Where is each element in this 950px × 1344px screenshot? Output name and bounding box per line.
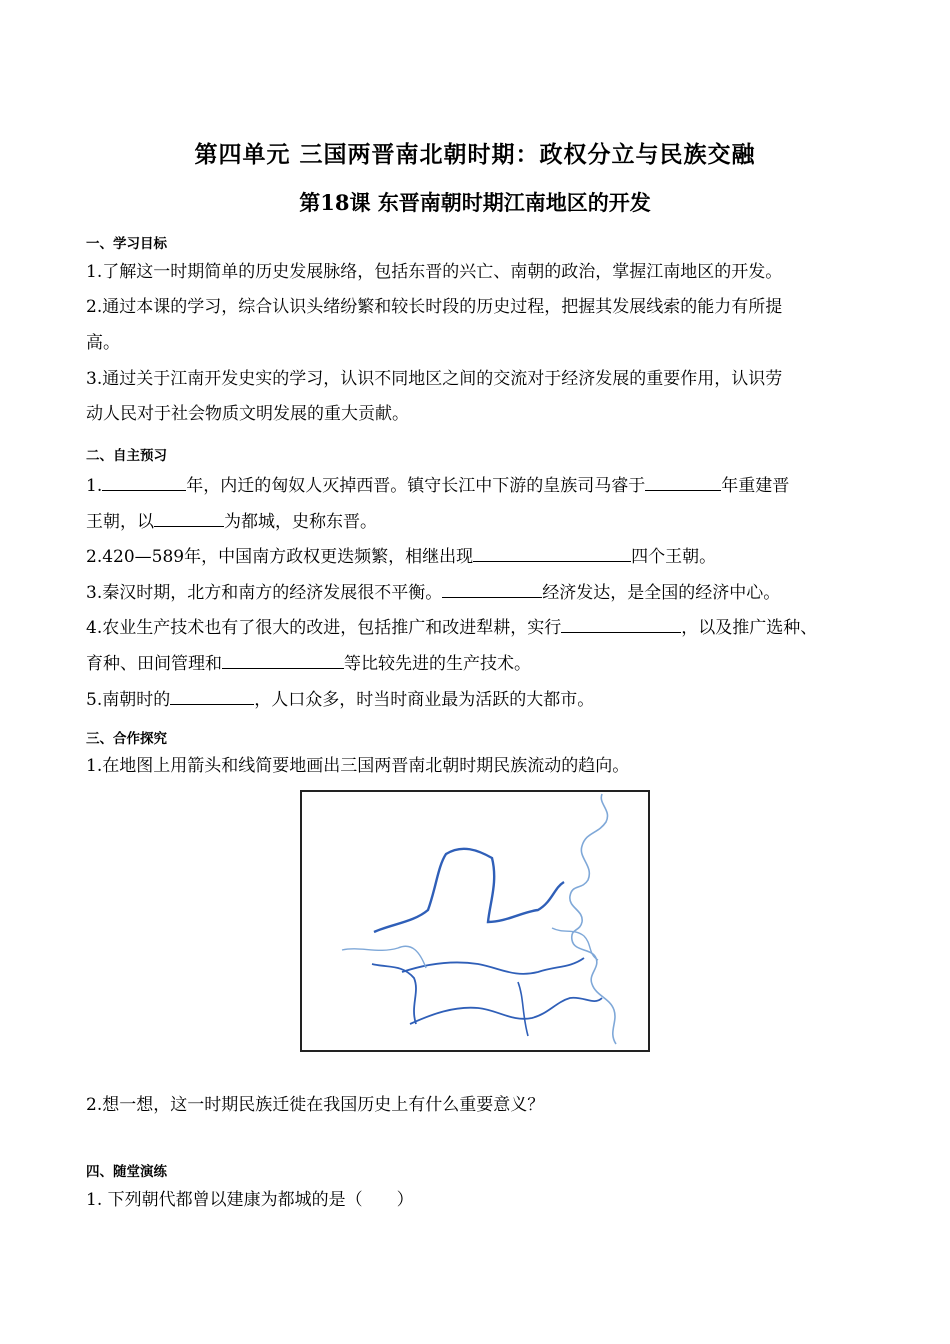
explore-q1: 1.在地图上用箭头和线简要地画出三国两晋南北朝时期民族流动的趋向。 bbox=[86, 756, 630, 776]
q1-blank-year2[interactable] bbox=[645, 472, 721, 491]
explore-q2: 2.想一想，这一时期民族迁徙在我国历史上有什么重要意义？ bbox=[86, 1095, 545, 1115]
q1-text-2: 年重建晋 bbox=[721, 476, 790, 496]
coastline-northeast bbox=[570, 794, 616, 1044]
preview-q1-line2 bbox=[86, 508, 377, 534]
q2-text-1: 2.420—589年，中国南方政权更迭频繁，相继出现 bbox=[86, 547, 474, 567]
q1-text-3: 王朝，以 bbox=[86, 512, 154, 532]
preview-q4-line2 bbox=[86, 650, 531, 676]
goal-line-3: 高。 bbox=[86, 333, 120, 353]
goal-line-5: 动人民对于社会物质文明发展的重大贡献。 bbox=[86, 404, 409, 424]
east-coast-line bbox=[552, 928, 598, 960]
q2-text-2: 四个王朝。 bbox=[631, 547, 717, 567]
goal-line-2: 2.通过本课的学习，综合认识头绪纷繁和较长时段的历史过程，把握其发展线索的能力有所提 bbox=[86, 297, 783, 317]
middle-river bbox=[402, 958, 584, 974]
china-outline-map[interactable] bbox=[300, 790, 650, 1052]
q5-blank-city[interactable] bbox=[170, 686, 254, 705]
section-heading-preview: 二、自主预习 bbox=[86, 448, 167, 464]
section-heading-practice: 四、随堂演练 bbox=[86, 1164, 167, 1180]
goal-line-1: 1.了解这一时期简单的历史发展脉络，包括东晋的兴亡、南朝的政治，掌握江南地区的开发。 bbox=[86, 262, 783, 282]
q5-text-2: ，人口众多，时当时商业最为活跃的大都市。 bbox=[254, 690, 595, 710]
q4-text-4: 等比较先进的生产技术。 bbox=[344, 654, 531, 674]
unit-title: 第四单元 三国两晋南北朝时期：政权分立与民族交融 bbox=[194, 142, 756, 168]
q2-blank-dynasties[interactable] bbox=[473, 543, 631, 562]
q3-blank-region[interactable] bbox=[442, 579, 542, 598]
west-tributary-2 bbox=[372, 964, 416, 1024]
goal-line-4: 3.通过关于江南开发史实的学习，认识不同地区之间的交流对于经济发展的重要作用，认识劳 bbox=[86, 369, 783, 389]
q4-blank-1[interactable] bbox=[561, 614, 681, 633]
q3-text-2: 经济发达，是全国的经济中心。 bbox=[542, 583, 781, 603]
q1-blank-year[interactable] bbox=[102, 472, 186, 491]
preview-q3 bbox=[86, 579, 780, 605]
map-drawing bbox=[302, 792, 648, 1050]
q1-number: 1. bbox=[86, 476, 103, 496]
preview-q4-line1 bbox=[86, 614, 817, 640]
q3-text-1: 3.秦汉时期，北方和南方的经济发展很不平衡。 bbox=[86, 583, 443, 603]
section-heading-goals: 一、学习目标 bbox=[86, 236, 167, 252]
practice-q1: 1. 下列朝代都曾以建康为都城的是（ ） bbox=[86, 1190, 414, 1210]
section-heading-explore: 三、合作探究 bbox=[86, 731, 167, 747]
yellow-river bbox=[374, 849, 564, 932]
lesson-title: 第18课 东晋南朝时期江南地区的开发 bbox=[299, 190, 651, 215]
q1-text-4: 为都城，史称东晋。 bbox=[224, 512, 377, 532]
preview-q1-line1 bbox=[86, 472, 789, 498]
south-connector bbox=[518, 982, 528, 1036]
preview-q2 bbox=[86, 543, 716, 569]
q1-blank-capital[interactable] bbox=[154, 508, 224, 527]
preview-q5 bbox=[86, 686, 594, 712]
q5-text-1: 5.南朝时的 bbox=[86, 690, 171, 710]
q1-text-1: 年，内迁的匈奴人灭掉西晋。镇守长江中下游的皇族司马睿于 bbox=[186, 476, 646, 496]
west-tributary bbox=[342, 946, 426, 968]
q4-text-2: ，以及推广选种、 bbox=[681, 618, 818, 638]
q4-text-1: 4.农业生产技术也有了很大的改进，包括推广和改进犁耕，实行 bbox=[86, 618, 562, 638]
q4-blank-2[interactable] bbox=[222, 650, 344, 669]
southern-river bbox=[410, 998, 602, 1024]
q4-text-3: 育种、田间管理和 bbox=[86, 654, 222, 674]
